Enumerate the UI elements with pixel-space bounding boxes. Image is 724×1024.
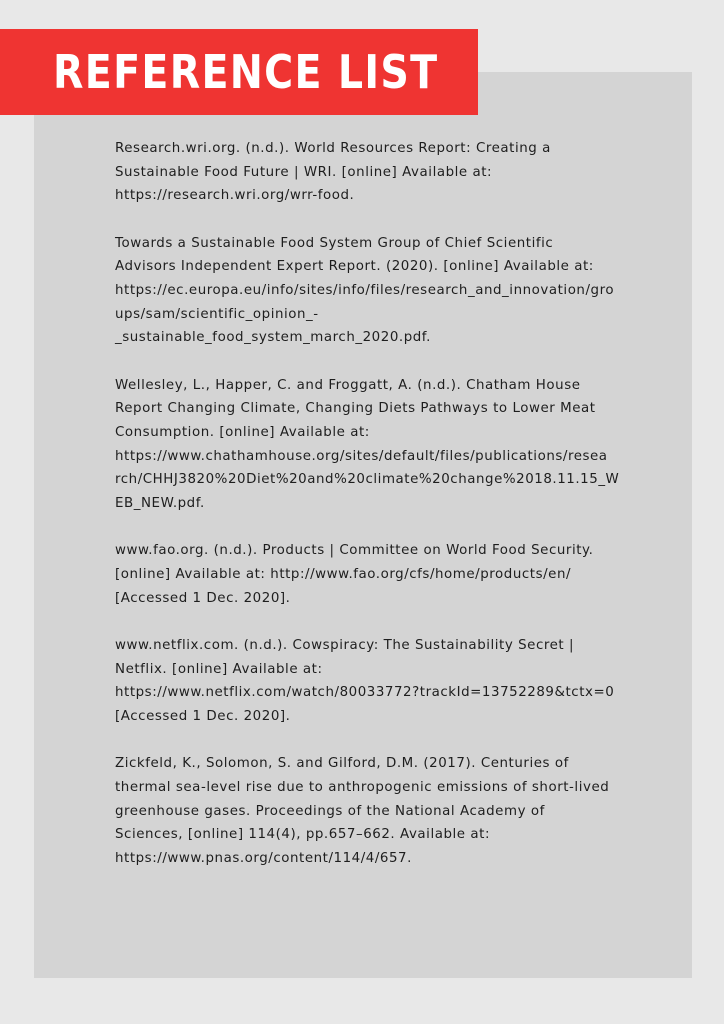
page-title: REFERENCE LIST <box>53 45 439 99</box>
reference-link[interactable]: https://research.wri.org/wrr-food. <box>115 188 355 204</box>
reference-link[interactable]: EB_NEW.pdf. <box>115 495 205 511</box>
reference-item <box>115 137 660 208</box>
reference-line: Consumption. [online] Available at: <box>115 424 370 440</box>
reference-line: www.fao.org. (n.d.). Products | Committee on World Food Security. <box>115 543 594 559</box>
reference-line: Report Changing Climate, Changing Diets Pathways to Lower Meat <box>115 401 596 417</box>
reference-line: Towards a Sustainable Food System Group of Chief Scientific <box>115 235 554 251</box>
reference-link[interactable]: https://www.netflix.com/watch/80033772?trackId=13752289&tctx=0 <box>115 685 615 701</box>
reference-line: www.netflix.com. (n.d.). Cowspiracy: The Sustainability Secret | <box>115 638 575 654</box>
reference-line: Sciences, [online] 114(4), pp.657–662. Available at: <box>115 827 491 843</box>
reference-line: Sustainable Food Future | WRI. [online] Available at: <box>115 164 493 180</box>
reference-line: [Accessed 1 Dec. 2020]. <box>115 708 291 724</box>
reference-item <box>115 232 660 350</box>
reference-link[interactable]: https://ec.europa.eu/info/sites/info/files/research_and_innovation/gro <box>115 282 615 298</box>
reference-line: Zickfeld, K., Solomon, S. and Gilford, D.M. (2017). Centuries of <box>115 756 569 772</box>
reference-line: Research.wri.org. (n.d.). World Resources Report: Creating a <box>115 141 551 156</box>
reference-line: Wellesley, L., Happer, C. and Froggatt, A. (n.d.). Chatham House <box>115 377 581 393</box>
reference-list <box>115 137 660 894</box>
reference-line: thermal sea-level rise due to anthropogenic emissions of short-lived <box>115 780 610 796</box>
reference-link[interactable]: rch/CHHJ3820%20Diet%20and%20climate%20change%2018.11.15_W <box>115 472 620 488</box>
reference-link[interactable]: ups/sam/scientific_opinion_- <box>115 306 319 322</box>
reference-item <box>115 374 660 516</box>
reference-line: greenhouse gases. Proceedings of the National Academy of <box>115 803 545 819</box>
reference-link[interactable]: https://www.chathamhouse.org/sites/default/files/publications/resea <box>115 448 608 464</box>
reference-link[interactable]: _sustainable_food_system_march_2020.pdf. <box>115 330 431 346</box>
reference-line: Advisors Independent Expert Report. (2020). [online] Available at: <box>115 259 594 275</box>
reference-item <box>115 752 660 870</box>
reference-line: [online] Available at: http://www.fao.org/cfs/home/products/en/ <box>115 566 572 582</box>
reference-line: Netflix. [online] Available at: <box>115 661 323 677</box>
reference-line: [Accessed 1 Dec. 2020]. <box>115 590 291 606</box>
reference-link[interactable]: https://www.pnas.org/content/114/4/657. <box>115 850 412 866</box>
reference-item <box>115 539 660 610</box>
reference-item <box>115 634 660 728</box>
